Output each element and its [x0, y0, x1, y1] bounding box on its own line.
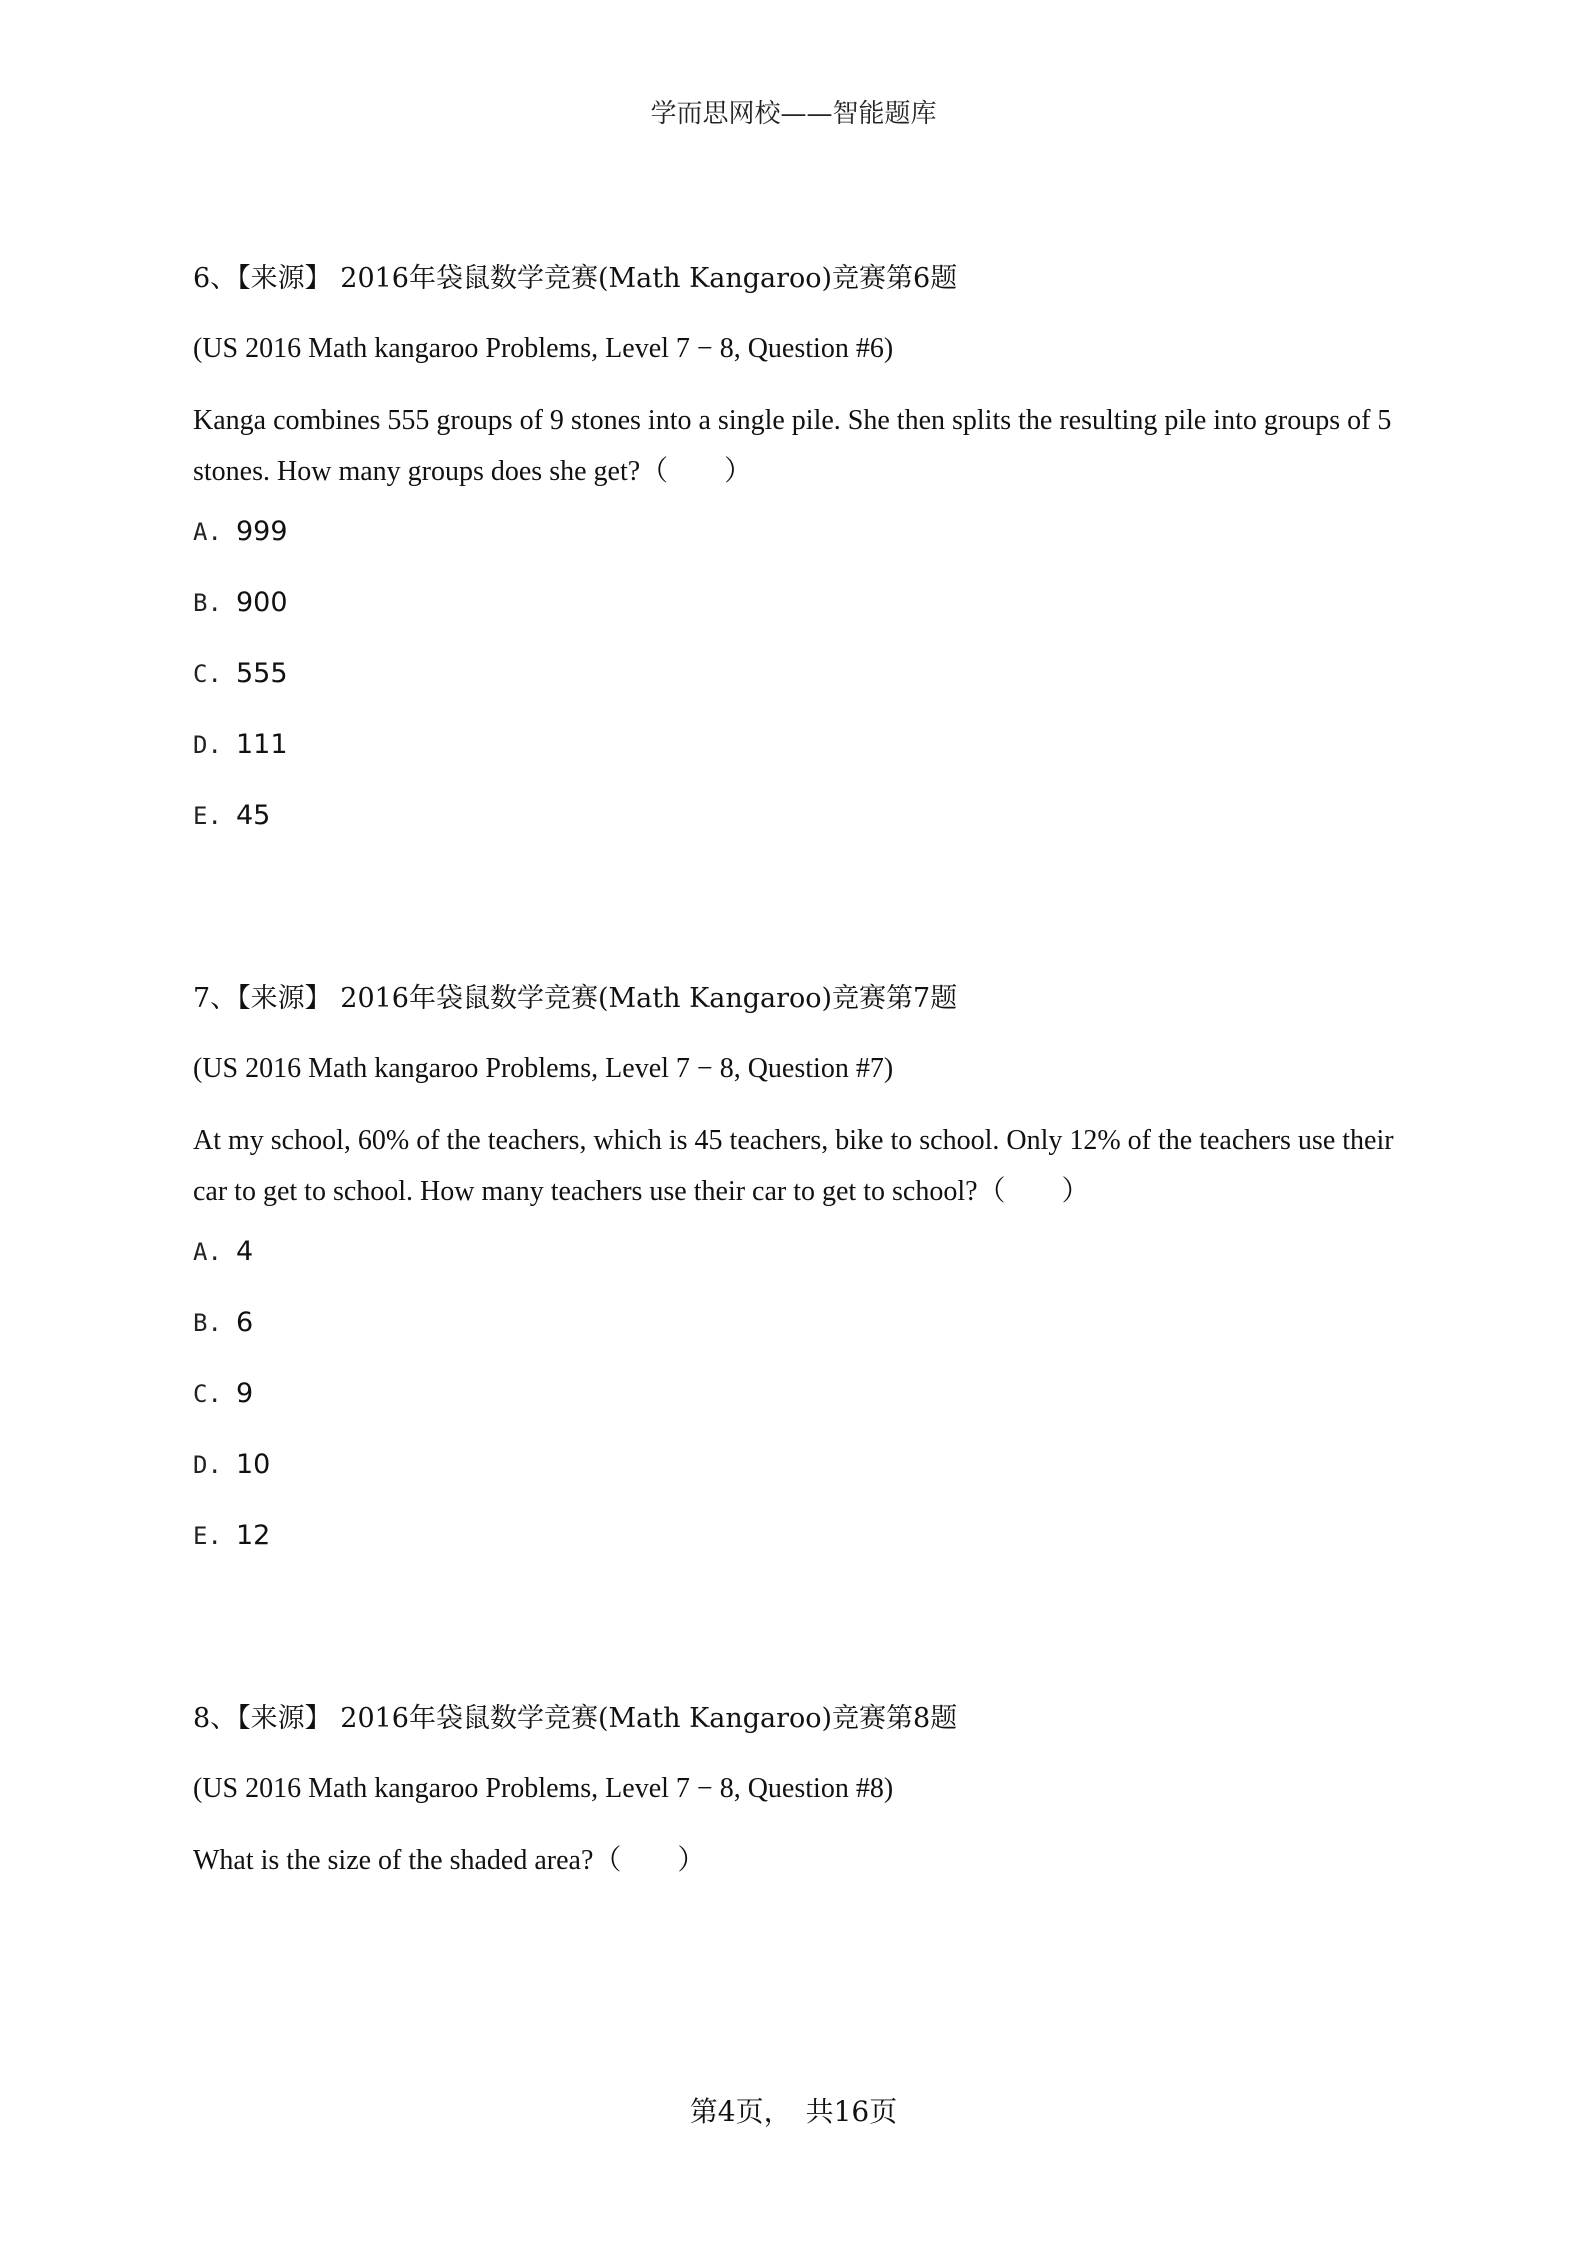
option-e: [193, 795, 1403, 866]
question-reference: (US 2016 Math kangaroo Problems, Level 7 − 8, Question #8): [193, 1773, 894, 1804]
option-value: 6: [236, 1307, 254, 1338]
page-footer: 第4页， 共16页: [689, 2095, 898, 2128]
option-value: 111: [236, 729, 288, 760]
question-stem: At my school, 60% of the teachers, which is 45 teachers, bike to school. Only 12% of the teachers use their car to get to school. How many teachers use their car to get to school?（ ）: [193, 1125, 1394, 1207]
question-6: [193, 258, 1403, 866]
option-c: [193, 653, 1403, 724]
question-source: 7、【来源】 2016年袋鼠数学竞赛(Math Kangaroo)竞赛第7题: [193, 983, 958, 1014]
question-reference: (US 2016 Math kangaroo Problems, Level 7 − 8, Question #6): [193, 333, 894, 364]
option-letter: A.: [193, 518, 222, 546]
option-b: [193, 1302, 1403, 1373]
option-letter: B.: [193, 1309, 222, 1337]
option-letter: E.: [193, 802, 222, 830]
option-value: 4: [236, 1236, 254, 1267]
answer-options: [193, 511, 1403, 866]
question-stem: Kanga combines 555 groups of 9 stones into a single pile. She then splits the resulting pile into groups of 5 stones. How many groups does she get?（ ）: [193, 405, 1392, 487]
question-reference: (US 2016 Math kangaroo Problems, Level 7 − 8, Question #7): [193, 1053, 894, 1084]
option-a: [193, 1231, 1403, 1302]
option-letter: D.: [193, 1451, 222, 1479]
option-d: [193, 724, 1403, 795]
option-d: [193, 1444, 1403, 1515]
option-letter: A.: [193, 1238, 222, 1266]
option-value: 555: [236, 658, 288, 689]
option-value: 9: [236, 1378, 254, 1409]
answer-options: [193, 1231, 1403, 1586]
option-value: 10: [236, 1449, 271, 1480]
option-e: [193, 1515, 1403, 1586]
option-letter: E.: [193, 1522, 222, 1550]
question-8: [193, 1698, 1403, 1886]
option-value: 45: [236, 800, 271, 831]
option-value: 900: [236, 587, 288, 618]
question-source: 8、【来源】 2016年袋鼠数学竞赛(Math Kangaroo)竞赛第8题: [193, 1703, 958, 1734]
option-letter: B.: [193, 589, 222, 617]
option-a: [193, 511, 1403, 582]
option-value: 999: [236, 516, 288, 547]
question-stem: What is the size of the shaded area?（ ）: [193, 1845, 706, 1876]
page-header: 学而思网校——智能题库: [650, 99, 937, 129]
option-letter: D.: [193, 731, 222, 759]
option-value: 12: [236, 1520, 271, 1551]
question-source: 6、【来源】 2016年袋鼠数学竞赛(Math Kangaroo)竞赛第6题: [193, 263, 958, 294]
question-7: [193, 978, 1403, 1586]
option-letter: C.: [193, 1380, 222, 1408]
option-c: [193, 1373, 1403, 1444]
question-list: [193, 258, 1403, 1886]
option-b: [193, 582, 1403, 653]
option-letter: C.: [193, 660, 222, 688]
